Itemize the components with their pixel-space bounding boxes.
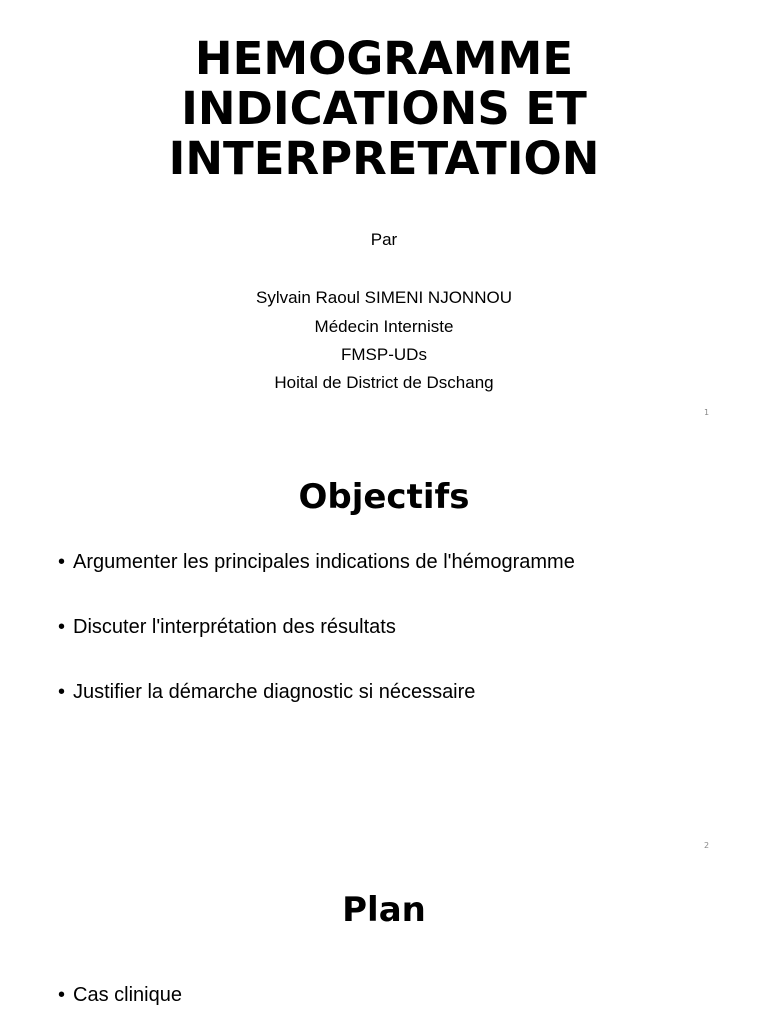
page-number-2: 2 [704, 841, 710, 850]
bullet-icon: • [58, 984, 66, 1006]
author-role: Médecin Interniste [314, 317, 454, 336]
title-line-3: INTERPRETATION [168, 132, 600, 185]
institution: FMSP-UDs [341, 345, 427, 364]
objective-item [58, 550, 575, 574]
plan-title: Plan [342, 890, 426, 930]
slide-1 [0, 0, 768, 433]
author-name: Sylvain Raoul SIMENI NJONNOU [255, 288, 512, 307]
slide-2 [0, 433, 768, 866]
bullet-icon: • [58, 551, 66, 573]
plan-text: Cas clinique [73, 984, 182, 1006]
objective-item [58, 615, 396, 639]
bullet-icon: • [58, 681, 66, 703]
objective-text: Discuter l'interprétation des résultats [73, 616, 396, 638]
objective-item [58, 680, 475, 704]
objective-text: Argumenter les principales indications de l'hémogramme [73, 551, 575, 573]
page-number-1: 1 [704, 408, 710, 417]
plan-item [58, 983, 182, 1007]
title-line-1: HEMOGRAMME [194, 32, 574, 85]
hospital: Hoital de District de Dschang [274, 373, 494, 392]
objectifs-title: Objectifs [298, 477, 470, 517]
title-line-2: INDICATIONS ET [181, 82, 587, 135]
bullet-icon: • [58, 616, 66, 638]
objective-text: Justifier la démarche diagnostic si nécessaire [73, 681, 476, 703]
by-label: Par [370, 230, 398, 249]
slide-1-title [0, 34, 768, 184]
slide-3 [0, 866, 768, 1024]
